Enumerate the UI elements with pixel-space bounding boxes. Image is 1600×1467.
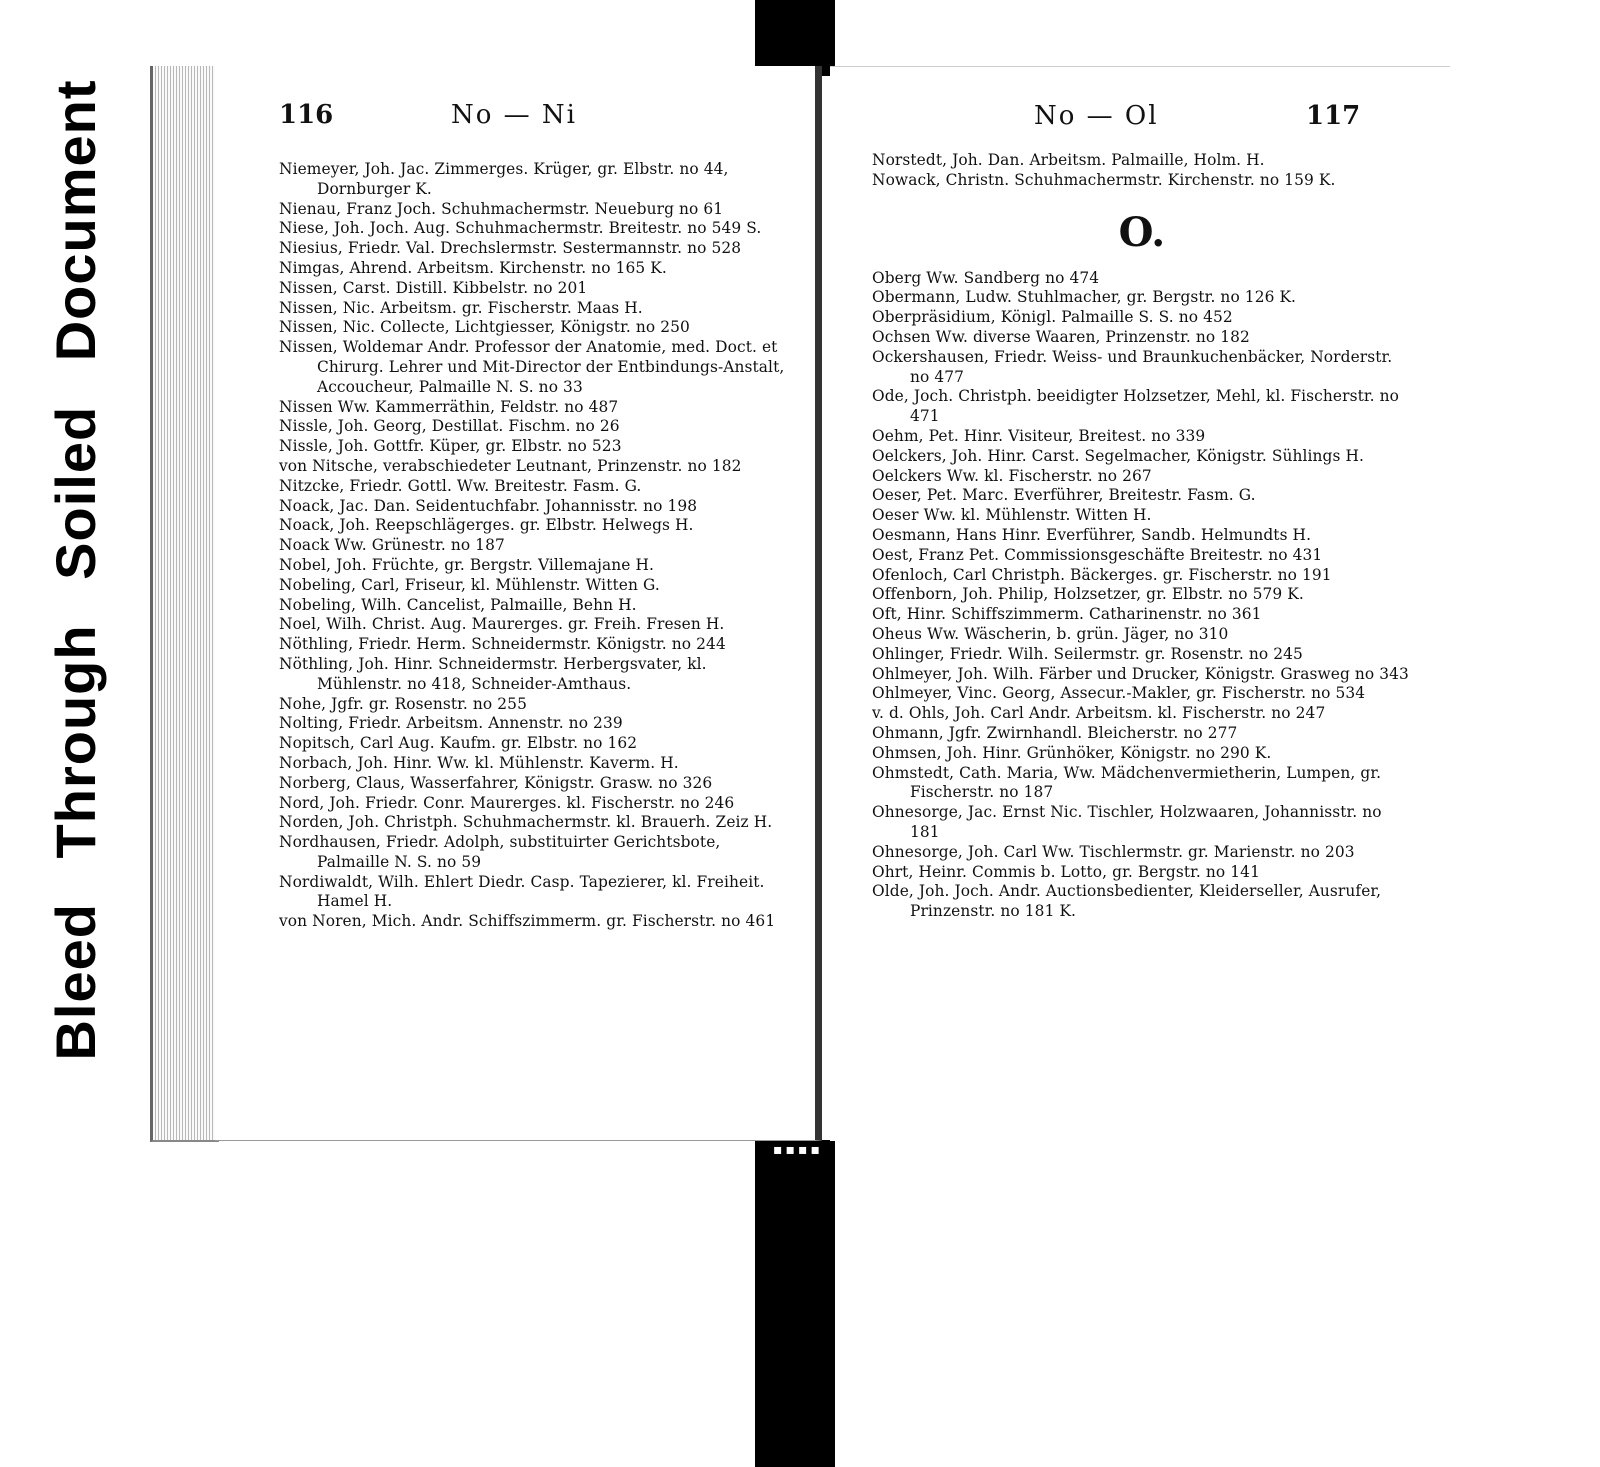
directory-entry: Oest, Franz Pet. Commissionsgeschäfte Breitestr. no 431 <box>872 545 1323 564</box>
directory-entry: Ohlinger, Friedr. Wilh. Seilermstr. gr. Rosenstr. no 245 <box>872 644 1303 663</box>
directory-entry: Nobeling, Carl, Friseur, kl. Mühlenstr. Witten G. <box>279 575 660 594</box>
directory-entry: Nienau, Franz Joch. Schuhmachermstr. Neueburg no 61 <box>279 199 724 218</box>
directory-entry: Norbach, Joh. Hinr. Ww. kl. Mühlenstr. Kaverm. H. <box>279 753 679 772</box>
directory-entry: Nordhausen, Friedr. Adolph, substituirter Gerichtsbote, Palmaille N. S. no 59 <box>279 833 721 871</box>
directory-entry: Ohnesorge, Joh. Carl Ww. Tischlermstr. gr. Marienstr. no 203 <box>872 842 1355 861</box>
directory-entry: Ohmsen, Joh. Hinr. Grünhöker, Königstr. no 290 K. <box>872 743 1272 762</box>
directory-entry: Nowack, Christn. Schuhmachermstr. Kirchenstr. no 159 K. <box>872 170 1336 189</box>
directory-entry: Nissen, Woldemar Andr. Professor der Anatomie, med. Doct. et Chirurg. Lehrer und Mit-Director der Entbindungs-Anstalt, Accoucheur, Palmaille N. S. no 33 <box>279 338 785 396</box>
side-label-word: Document <box>44 79 107 362</box>
directory-entry: Noack, Joh. Reepschlägerges. gr. Elbstr. Helwegs H. <box>279 516 694 535</box>
directory-entry: Niesius, Friedr. Val. Drechslermstr. Sestermannstr. no 528 <box>279 239 742 258</box>
side-label-text <box>44 65 107 1074</box>
directory-entry: Nohe, Jgfr. gr. Rosenstr. no 255 <box>279 694 527 713</box>
directory-entry: Oehm, Pet. Hinr. Visiteur, Breitest. no 339 <box>872 426 1206 445</box>
directory-entry: Oft, Hinr. Schiffszimmerm. Catharinenstr. no 361 <box>872 605 1262 624</box>
side-label <box>30 60 122 1080</box>
side-label-word: Through <box>44 624 107 859</box>
directory-entry: Norberg, Claus, Wasserfahrer, Königstr. Grasw. no 326 <box>279 773 713 792</box>
directory-entry: Nöthling, Friedr. Herm. Schneidermstr. Königstr. no 244 <box>279 635 726 654</box>
directory-entry: Oeser, Pet. Marc. Everführer, Breitestr. Fasm. G. <box>872 486 1256 505</box>
directory-entry: Nissle, Joh. Georg, Destillat. Fischm. no 26 <box>279 417 620 436</box>
directory-entry: v. d. Ohls, Joh. Carl Andr. Arbeitsm. kl. Fischerstr. no 247 <box>872 704 1326 723</box>
right-entry-list <box>872 151 1412 922</box>
directory-entry: von Nitsche, verabschiedeter Leutnant, Prinzenstr. no 182 <box>279 456 742 475</box>
directory-entry: Nissen Ww. Kammerräthin, Feldstr. no 487 <box>279 397 619 416</box>
directory-entry: Oberpräsidium, Königl. Palmaille S. S. no 452 <box>872 308 1233 327</box>
directory-entry: Nitzcke, Friedr. Gottl. Ww. Breitestr. Fasm. G. <box>279 476 642 495</box>
directory-entry: Ofenloch, Carl Christph. Bäckerges. gr. Fischerstr. no 191 <box>872 565 1332 584</box>
directory-entry: Obermann, Ludw. Stuhlmacher, gr. Bergstr. no 126 K. <box>872 288 1297 307</box>
left-page-number: 116 <box>279 100 334 130</box>
directory-entry: von Noren, Mich. Andr. Schiffszimmerm. gr. Fischerstr. no 461 <box>279 912 776 931</box>
directory-entry: Nöthling, Joh. Hinr. Schneidermstr. Herbergsvater, kl. Mühlenstr. no 418, Schneider-Amthaus. <box>279 654 707 693</box>
directory-entry: Ohlmeyer, Vinc. Georg, Assecur.-Makler, gr. Fischerstr. no 534 <box>872 684 1366 703</box>
directory-entry: Ohmann, Jgfr. Zwirnhandl. Bleicherstr. no 277 <box>872 723 1238 742</box>
directory-entry: Oelckers Ww. kl. Fischerstr. no 267 <box>872 466 1152 485</box>
directory-entry: Ohmstedt, Cath. Maria, Ww. Mädchenvermietherin, Lumpen, gr. Fischerstr. no 187 <box>872 763 1382 802</box>
side-label-word: Soiled <box>44 405 107 580</box>
directory-entry: Nimgas, Ahrend. Arbeitsm. Kirchenstr. no 165 K. <box>279 258 667 277</box>
right-page-range: No — Ol <box>1034 101 1159 131</box>
directory-entry: Nord, Joh. Friedr. Conr. Maurerges. kl. Fischerstr. no 246 <box>279 793 735 812</box>
directory-entry: Oesmann, Hans Hinr. Everführer, Sandb. Helmundts H. <box>872 525 1312 544</box>
directory-entry: Ohnesorge, Jac. Ernst Nic. Tischler, Holzwaaren, Johannisstr. no 181 <box>872 803 1382 841</box>
directory-entry: Norden, Joh. Christph. Schuhmachermstr. kl. Brauerh. Zeiz H. <box>279 813 773 832</box>
directory-entry: Olde, Joh. Joch. Andr. Auctionsbedienter, Kleiderseller, Ausrufer, Prinzenstr. no 181 K. <box>872 882 1382 921</box>
right-page-number: 117 <box>1306 101 1361 131</box>
directory-entry: Nopitsch, Carl Aug. Kaufm. gr. Elbstr. no 162 <box>279 734 638 753</box>
directory-entry: Niemeyer, Joh. Jac. Zimmerges. Krüger, gr. Elbstr. no 44, Dornburger K. <box>279 160 729 198</box>
section-letter: O. <box>1118 208 1166 256</box>
directory-entry: Niese, Joh. Joch. Aug. Schuhmachermstr. Breitestr. no 549 S. <box>279 219 762 238</box>
directory-entry: Oelckers, Joh. Hinr. Carst. Segelmacher, Königstr. Sühlings H. <box>872 446 1365 465</box>
directory-entry: Ode, Joch. Christph. beeidigter Holzsetzer, Mehl, kl. Fischerstr. no 471 <box>872 387 1399 426</box>
left-page-range: No — Ni <box>451 100 577 130</box>
directory-entry: Oheus Ww. Wäscherin, b. grün. Jäger, no 310 <box>872 624 1229 643</box>
directory-entry: Nordiwaldt, Wilh. Ehlert Diedr. Casp. Tapezierer, kl. Freiheit. Hamel H. <box>279 872 765 911</box>
directory-entry: Noack Ww. Grünestr. no 187 <box>279 536 505 555</box>
side-label-word: Bleed <box>44 903 107 1061</box>
directory-entry: Nobel, Joh. Früchte, gr. Bergstr. Villemajane H. <box>279 555 655 574</box>
directory-entry: Norstedt, Joh. Dan. Arbeitsm. Palmaille, Holm. H. <box>872 151 1265 169</box>
directory-entry: Nissen, Carst. Distill. Kibbelstr. no 201 <box>279 278 588 297</box>
book-binding-top <box>755 0 835 76</box>
directory-entry: Noel, Wilh. Christ. Aug. Maurerges. gr. Freih. Fresen H. <box>279 615 725 634</box>
directory-entry: Noack, Jac. Dan. Seidentuchfabr. Johannisstr. no 198 <box>279 496 698 515</box>
directory-entry: Offenborn, Joh. Philip, Holzsetzer, gr. Elbstr. no 579 K. <box>872 585 1304 604</box>
book-binding-bottom: ▪▪▪▪ <box>755 1140 835 1467</box>
directory-entry: Oberg Ww. Sandberg no 474 <box>872 268 1100 287</box>
directory-entry: Nolting, Friedr. Arbeitsm. Annenstr. no 239 <box>279 714 623 733</box>
directory-entry: Nobeling, Wilh. Cancelist, Palmaille, Behn H. <box>279 595 637 614</box>
directory-entry: Nissen, Nic. Arbeitsm. gr. Fischerstr. Maas H. <box>279 298 643 317</box>
directory-entry: Oeser Ww. kl. Mühlenstr. Witten H. <box>872 506 1152 525</box>
directory-entry: Ochsen Ww. diverse Waaren, Prinzenstr. no 182 <box>872 327 1250 346</box>
directory-entry: Nissle, Joh. Gottfr. Küper, gr. Elbstr. no 523 <box>279 437 622 456</box>
directory-entry: Ohrt, Heinr. Commis b. Lotto, gr. Bergstr. no 141 <box>872 862 1260 881</box>
directory-entry: Nissen, Nic. Collecte, Lichtgiesser, Königstr. no 250 <box>279 318 690 337</box>
left-entry-list <box>279 160 789 932</box>
directory-entry: Ohlmeyer, Joh. Wilh. Färber und Drucker, Königstr. Grasweg no 343 <box>872 664 1409 683</box>
page-edges <box>150 66 219 1142</box>
left-page <box>215 66 822 1141</box>
directory-entry: Ockershausen, Friedr. Weiss- und Braunkuchenbäcker, Norderstr. no 477 <box>872 347 1393 386</box>
right-page <box>830 66 1450 1141</box>
